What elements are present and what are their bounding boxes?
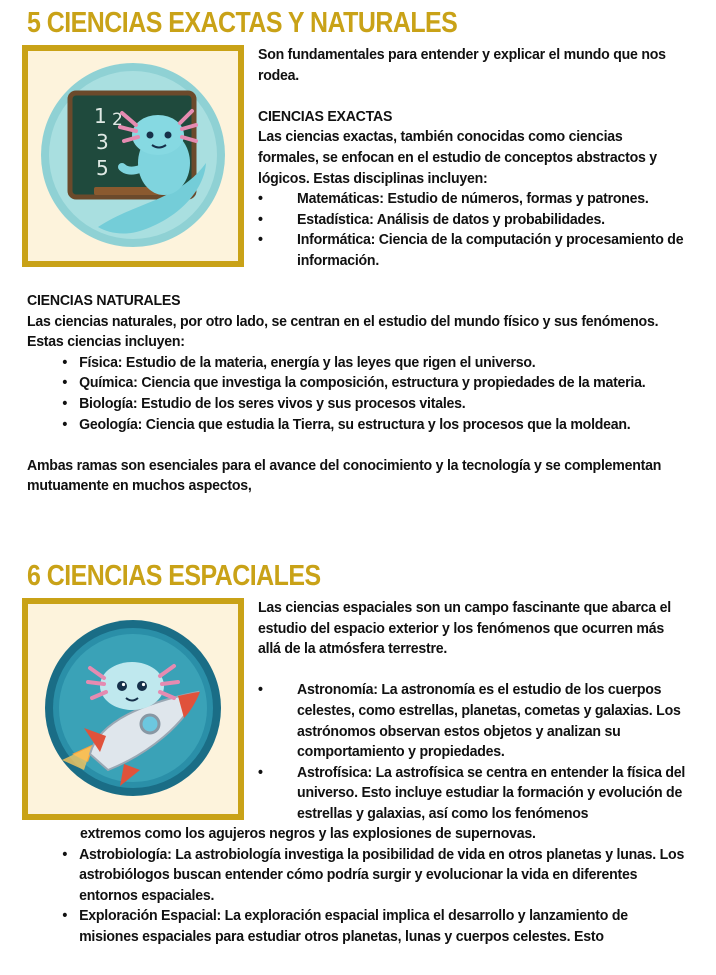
axolotl-chalkboard-illustration	[22, 45, 244, 267]
naturales-item: • Química: Ciencia que investiga la composición, estructura y propiedades de la materia.	[55, 373, 687, 394]
section-6-heading: 6 CIENCIAS ESPACIALES	[27, 560, 321, 592]
espaciales-item: • Astrobiología: La astrobiología investiga la posibilidad de vida en otros planetas y lunas. Los astrobiólogos buscan entender cómo podría surgir y evolucionar la vida en diferentes entornos espaciales.	[55, 845, 687, 907]
axolotl-rocket-illustration	[22, 598, 244, 820]
exactas-title: CIENCIAS EXACTAS	[258, 107, 393, 125]
axolotl-rocket-icon	[28, 604, 238, 814]
exactas-text: Las ciencias exactas, también conocidas como ciencias formales, se enfocan en el estudio de conceptos abstractos y lógicos. Estas disciplinas incluyen:	[258, 128, 657, 187]
axolotl-chalkboard-icon	[28, 51, 238, 261]
astrofisica-item: • Astrofísica: La astrofísica se centra en entender la física del universo. Esto incluye estudiar la formación y evolución de estrellas y galaxias, así como los fenómenos	[258, 763, 686, 825]
astronomia-item: • Astronomía: La astronomía es el estudio de los cuerpos celestes, como estrellas, planetas, cometas y galaxias. Los astrónomos observan estos objetos y analizan su comportamiento y propiedades.	[258, 680, 686, 762]
board-number: 1	[94, 104, 107, 128]
section-5-heading: 5 CIENCIAS EXACTAS Y NATURALES	[27, 7, 458, 39]
exactas-item: • Estadística: Análisis de datos y probabilidades.	[258, 210, 686, 231]
naturales-list	[27, 353, 687, 435]
exactas-item: • Informática: Ciencia de la computación y procesamiento de información.	[258, 230, 686, 271]
section-5-intro: Son fundamentales para entender y explicar el mundo que nos rodea.	[258, 46, 666, 84]
astrofisica-item-continued: extremos como los agujeros negros y las explosiones de supernovas.	[80, 825, 536, 842]
section-5-closing: Ambas ramas son esenciales para el avance del conocimiento y la tecnología y se complementan mutuamente en muchos aspectos,	[27, 456, 662, 495]
espaciales-list	[27, 845, 687, 948]
board-number: 5	[96, 156, 109, 180]
naturales-item: • Biología: Estudio de los seres vivos y sus procesos vitales.	[55, 394, 687, 415]
section-5-body	[27, 291, 687, 497]
naturales-title: CIENCIAS NATURALES	[27, 292, 181, 309]
exactas-item: • Matemáticas: Estudio de números, formas y patrones.	[258, 189, 686, 210]
naturales-item: • Física: Estudio de la materia, energía y las leyes que rigen el universo.	[55, 353, 687, 374]
section-5-side-text	[258, 45, 686, 272]
section-6-intro: Las ciencias espaciales son un campo fascinante que abarca el estudio del espacio exterior y los fenómenos que ocurren más allá de la atmósfera terrestre.	[258, 599, 671, 658]
naturales-text: Las ciencias naturales, por otro lado, se centran en el estudio del mundo físico y sus fenómenos. Estas ciencias incluyen:	[27, 312, 659, 351]
section-6-side-text	[258, 598, 686, 825]
naturales-item: • Geología: Ciencia que estudia la Tierra, su estructura y los procesos que la moldean.	[55, 415, 687, 436]
board-number: 2	[112, 110, 123, 130]
espaciales-item: • Exploración Espacial: La exploración espacial implica el desarrollo y lanzamiento de misiones espaciales para estudiar otros planetas, lunas y cuerpos celestes. Esto	[55, 906, 687, 947]
section-6-body	[27, 824, 687, 948]
board-number: 3	[96, 130, 109, 154]
